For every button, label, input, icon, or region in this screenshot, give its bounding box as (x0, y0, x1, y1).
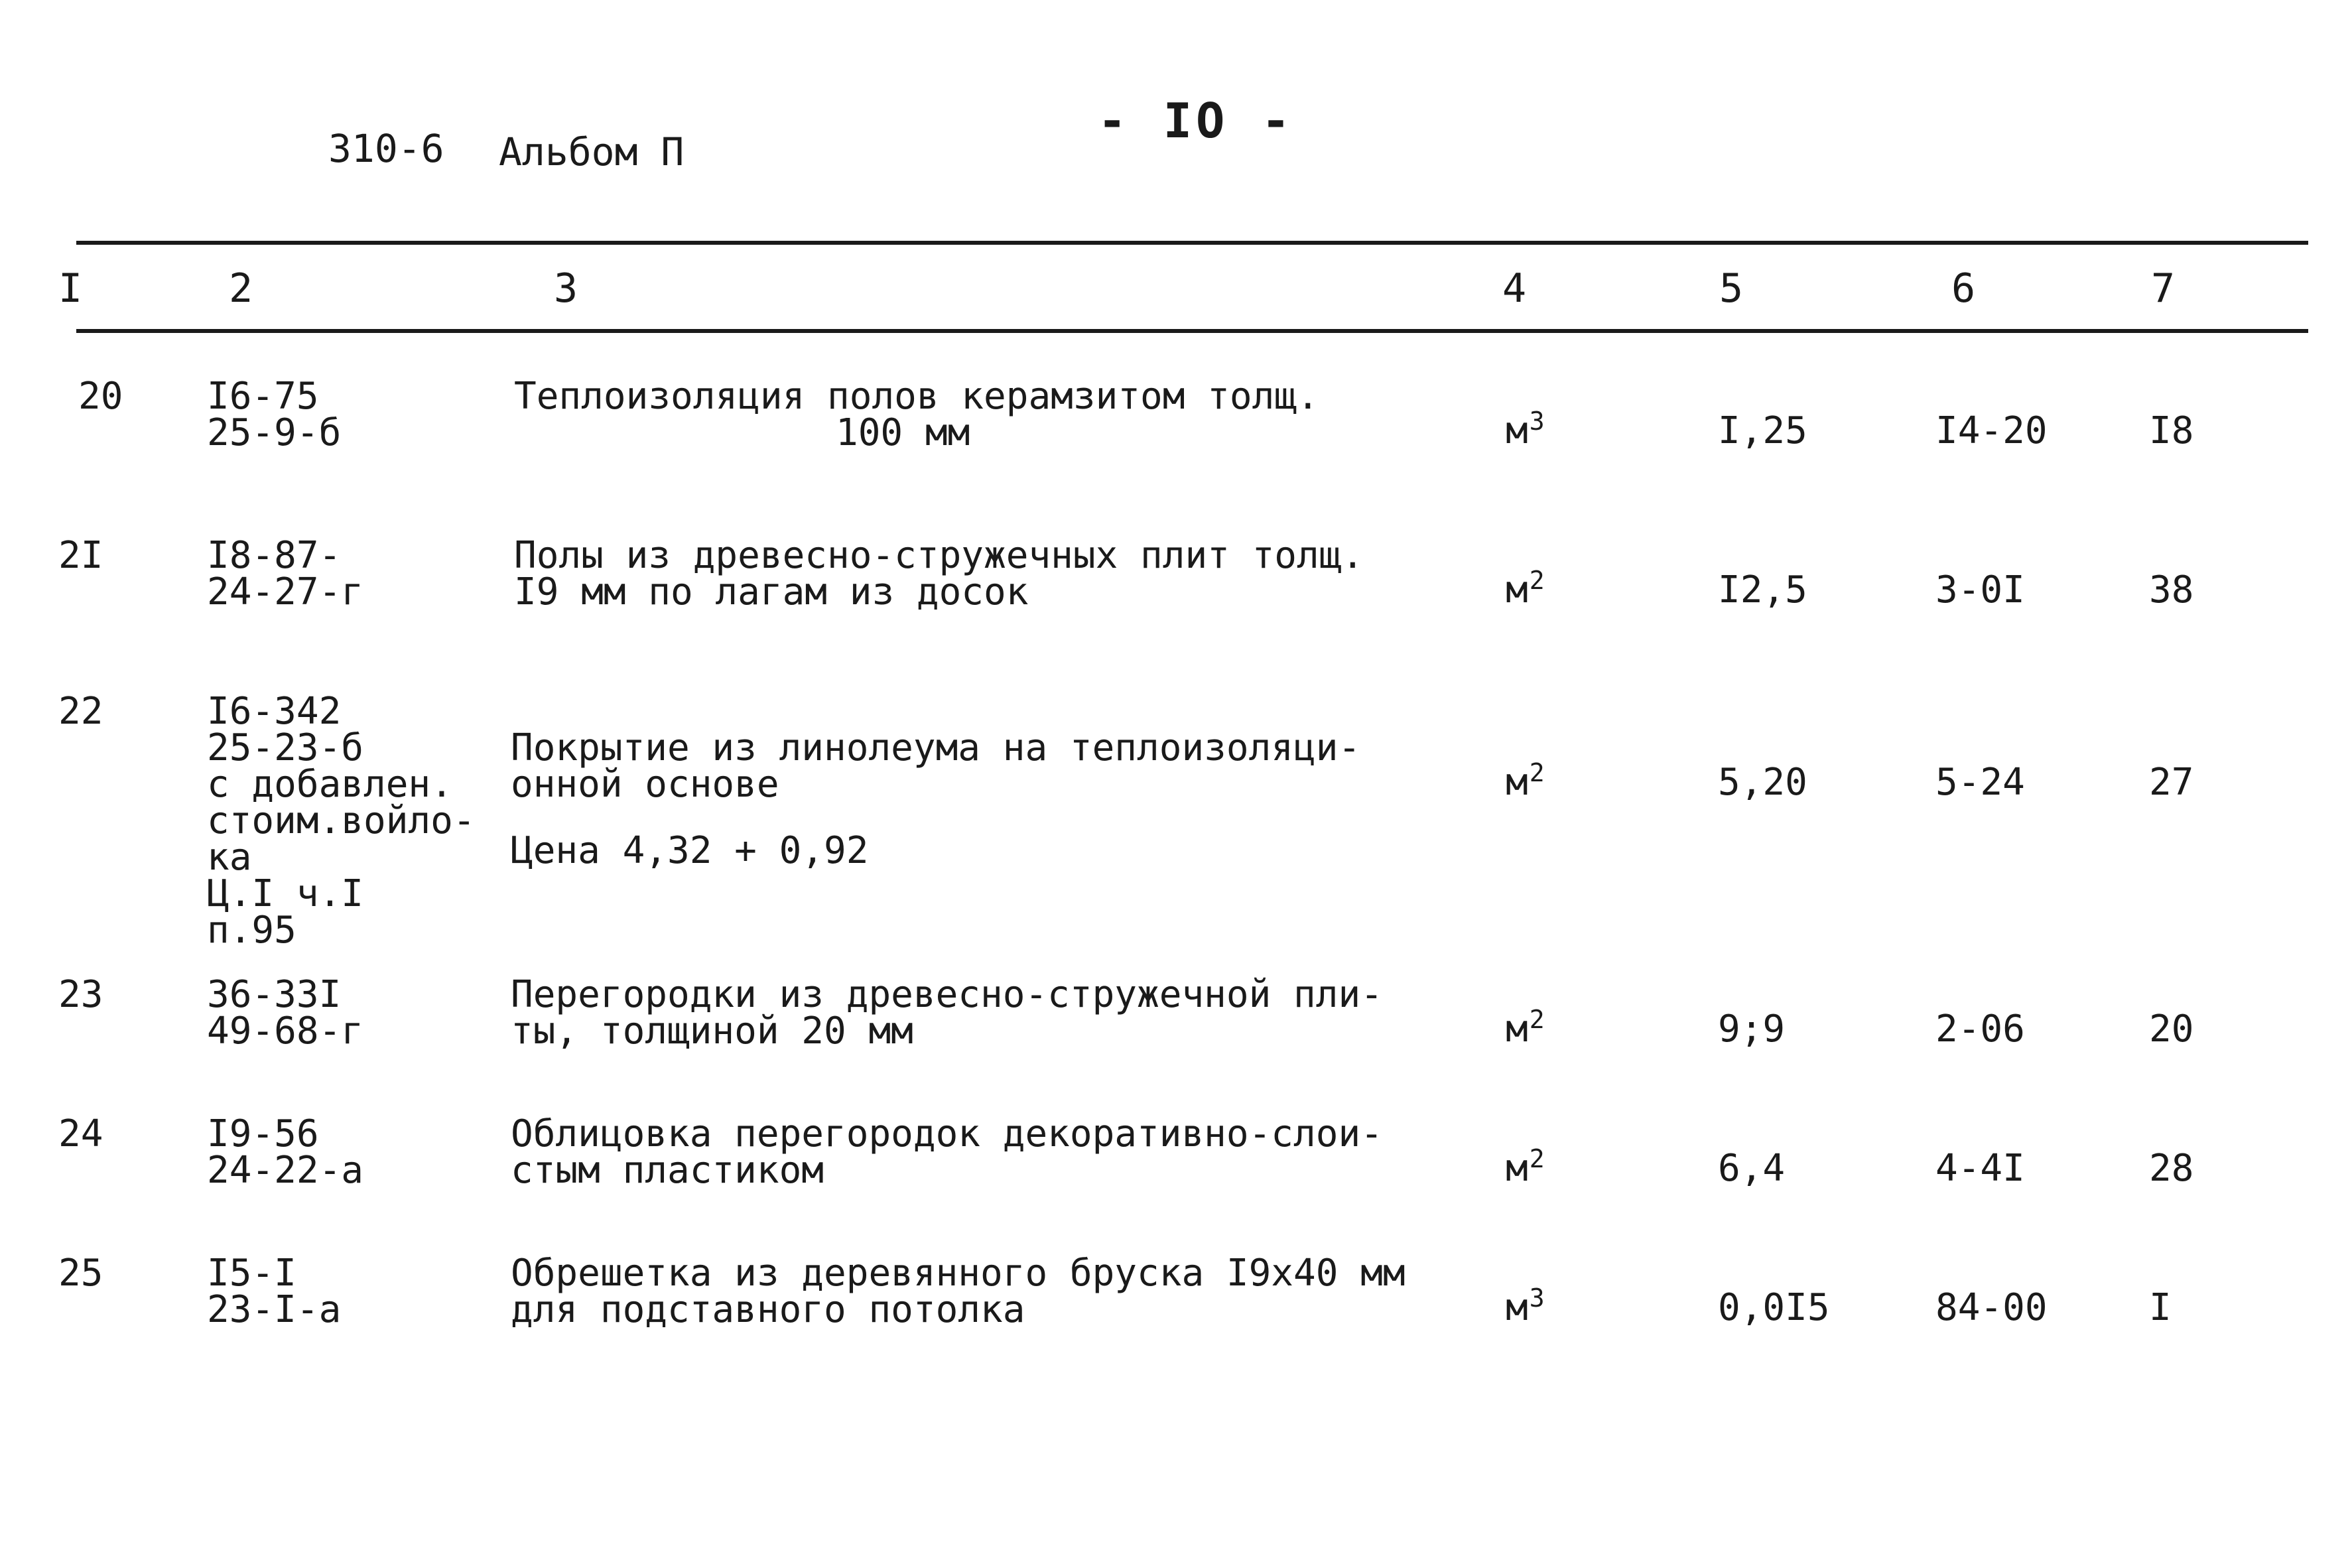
code-line: 49-68-г (207, 1010, 364, 1053)
total-cost: 20 (2149, 1008, 2194, 1051)
row-number: 25 (58, 1252, 103, 1295)
description-line: для подставного потолка (511, 1288, 1025, 1331)
code-line: I9-56 (207, 1112, 319, 1155)
code-line: с добавлен. (207, 763, 453, 806)
code-line: 23-I-а (207, 1288, 342, 1331)
description-line: Покрытие из линолеума на теплоизоляци- (511, 726, 1361, 769)
quantity: 9;9 (1718, 1008, 1786, 1051)
unit (1506, 1005, 1545, 1051)
unit-exponent: 3 (1529, 1283, 1545, 1313)
norm-codes (207, 1112, 364, 1192)
unit-price: 4-4I (1935, 1147, 2025, 1190)
code-line: 25-9-б (207, 411, 342, 454)
code-line: 24-27-г (207, 570, 364, 614)
description-line: стым пластиком (511, 1149, 824, 1192)
code-line: 24-22-а (207, 1149, 364, 1192)
column-header-2: 2 (229, 265, 253, 312)
code-line: ка (207, 836, 252, 879)
quantity: 0,0I5 (1718, 1286, 1830, 1329)
unit-price: 3-0I (1935, 568, 2025, 612)
code-line: п.95 (207, 909, 296, 952)
description-line: Теплоизоляция полов керамзитом толщ. (514, 375, 1319, 418)
code-line: 25-23-б (207, 726, 364, 769)
unit-base: м (1506, 409, 1528, 452)
norm-codes (207, 375, 342, 454)
top-rule (76, 241, 2308, 245)
unit-exponent: 2 (1529, 1005, 1545, 1034)
work-description (511, 726, 1361, 806)
unit-base: м (1506, 1008, 1528, 1051)
column-header-6: 6 (1951, 265, 1976, 312)
quantity: I2,5 (1718, 568, 1807, 612)
column-header-3: 3 (554, 265, 578, 312)
total-cost: I (2149, 1286, 2172, 1329)
code-line: стоим.войло- (207, 799, 476, 842)
description-line: Обрешетка из деревянного бруска I9х40 мм (511, 1252, 1405, 1295)
price-note: Цена 4,32 + 0,92 (511, 829, 869, 872)
unit-price: 84-00 (1935, 1286, 2048, 1329)
total-cost: 27 (2149, 761, 2194, 804)
work-description (511, 973, 1383, 1053)
code-line: I6-342 (207, 690, 342, 733)
unit-exponent: 2 (1529, 566, 1545, 595)
unit-base: м (1506, 761, 1528, 804)
doc-code: 310-6 (328, 126, 444, 171)
column-header-4: 4 (1502, 265, 1527, 312)
unit-exponent: 2 (1529, 1144, 1545, 1173)
unit-exponent: 3 (1529, 407, 1545, 436)
code-line: I8-87- (207, 534, 342, 577)
norm-codes (207, 973, 364, 1053)
quantity: 6,4 (1718, 1147, 1786, 1190)
row-number: 23 (58, 973, 103, 1016)
unit (1506, 407, 1545, 452)
album-label: Альбом П (499, 129, 685, 174)
unit-price: 2-06 (1935, 1008, 2025, 1051)
norm-codes (207, 534, 364, 614)
total-cost: 28 (2149, 1147, 2194, 1190)
unit-price: 5-24 (1935, 761, 2025, 804)
unit (1506, 758, 1545, 804)
row-number: 20 (78, 375, 123, 418)
description-line: Облицовка перегородок декоративно-слои- (511, 1112, 1383, 1155)
norm-codes (207, 690, 476, 952)
description-line: онной основе (511, 763, 779, 806)
unit (1506, 1283, 1545, 1329)
unit-base: м (1506, 568, 1528, 612)
column-header-1: I (58, 265, 83, 312)
description-line: Полы из древесно-стружечных плит толщ. (514, 534, 1364, 577)
work-description (514, 375, 1319, 454)
code-line: I6-75 (207, 375, 319, 418)
unit-base: м (1506, 1286, 1528, 1329)
unit-price: I4-20 (1935, 409, 2048, 452)
header-bottom-rule (76, 329, 2308, 333)
work-description (511, 1112, 1383, 1192)
code-line: I5-I (207, 1252, 296, 1295)
code-line: 36-33I (207, 973, 342, 1016)
row-number: 2I (58, 534, 103, 577)
work-description (511, 1252, 1405, 1331)
description-line: Перегородки из древесно-стружечной пли- (511, 973, 1383, 1016)
work-description (514, 534, 1364, 614)
column-header-5: 5 (1719, 265, 1744, 312)
unit (1506, 566, 1545, 612)
unit (1506, 1144, 1545, 1190)
unit-base: м (1506, 1147, 1528, 1190)
row-number: 22 (58, 690, 103, 733)
description-line: I9 мм по лагам из досок (514, 570, 1029, 614)
quantity: I,25 (1718, 409, 1807, 452)
page-number: - IO - (1098, 93, 1295, 149)
unit-exponent: 2 (1529, 758, 1545, 787)
quantity: 5,20 (1718, 761, 1807, 804)
row-number: 24 (58, 1112, 103, 1155)
description-line: 100 мм (836, 411, 970, 454)
description-line: ты, толщиной 20 мм (511, 1010, 913, 1053)
total-cost: I8 (2149, 409, 2194, 452)
code-line: Ц.I ч.I (207, 872, 364, 915)
norm-codes (207, 1252, 342, 1331)
total-cost: 38 (2149, 568, 2194, 612)
column-header-7: 7 (2151, 265, 2176, 312)
